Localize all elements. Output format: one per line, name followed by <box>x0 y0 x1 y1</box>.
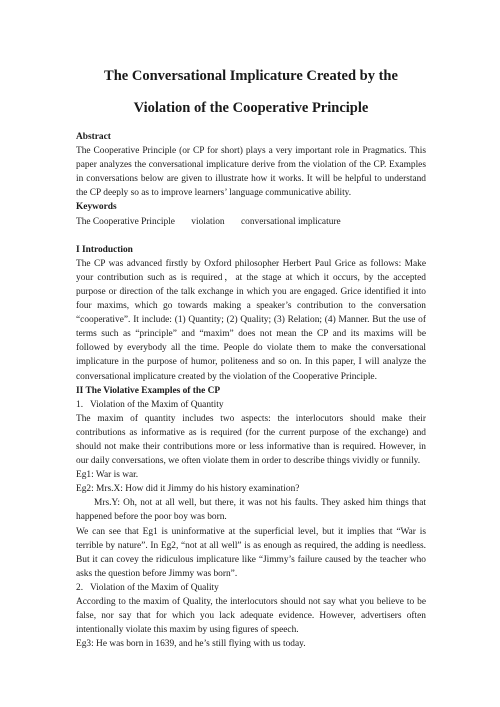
keyword-item: The Cooperative Principle <box>76 216 175 227</box>
intro-heading: I Introduction <box>76 244 133 255</box>
subsection-1-text: The maxim of quantity includes two aspects: the interlocutors should make their contributions as informative as is required (for the current purpose of the exchange) and should not make their contributions more or less informative than is required. However, in our daily conversations, we often violate them in order to describe things vividly or funnily. <box>76 413 426 467</box>
title-line-1: The Conversational Implicature Created by the <box>104 68 398 84</box>
example-2: Eg2: Mrs.X: How did it Jimmy do his history examination? <box>76 484 300 495</box>
abstract-text: The Cooperative Principle (or CP for short) plays a very important role in Pragmatics. This paper analyzes the conversational implicature derive from the violation of the CP. Examples in conversations below are given to illustrate how it works. It will be helpful to understand the CP deeply so as to improve learners’ language communicative ability. <box>76 146 426 199</box>
subsection-2-text: According to the maxim of Quality, the interlocutors should not say what you believe to be false, nor say that for which you lack adequate evidence. However, advertisers often intentionally violate this maxim by using figures of speech. <box>76 597 426 636</box>
subsection-1-analysis: We can see that Eg1 is uninformative at the superficial level, but it implies that “War is terrible by nature”. In Eg2, “not at all well” is as enough as required, the adding is needless. But it can covey the ridiculous implicature like “Jimmy’s failure caused by the teacher who asks the question before Jimmy was born”. <box>76 526 426 579</box>
paper-title <box>76 62 426 122</box>
keyword-item: conversational implicature <box>240 216 341 227</box>
title-line-2: Violation of the Cooperative Principle <box>133 100 369 116</box>
spacer <box>76 229 426 243</box>
intro-text: The CP was advanced firstly by Oxford philosopher Herbert Paul Grice as follows: Make your contribution such as is required，at the stage at which it occurs, by the accepted purpose or direction of the talk exchange in which you are engaged. Grice identified it into four maxims, which go towards making a speaker’s contribution to the conversation “cooperative”. It include: (1) Quantity; (2) Quality; (3) Relation; (4) Manner. But the use of terms such as “principle” and “maxim” does not mean the CP and its maxims will be followed by everybody all the time. People do violate them to make the conversational implicature in the purpose of humor, politeness and so on. In this paper, I will analyze the conversational implicature created by the violation of the Cooperative Principle. <box>76 258 426 382</box>
keyword-item: violation <box>191 216 225 227</box>
section2-heading: II The Violative Examples of the CP <box>76 385 221 396</box>
document-page <box>76 62 426 651</box>
keywords-heading: Keywords <box>76 202 117 213</box>
example-1: Eg1: War is war. <box>76 470 139 481</box>
subsection-1-title: Violation of the Maxim of Quantity <box>90 399 224 410</box>
abstract-heading: Abstract <box>76 132 111 142</box>
example-3: Eg3: He was born in 1639, and he’s still flying with us today. <box>76 639 306 650</box>
subsection-2-heading <box>76 581 426 595</box>
subsection-1-number: 1. <box>76 399 84 410</box>
subsection-1-heading <box>76 398 426 412</box>
example-2-reply: Mrs.Y: Oh, not at all well, but there, it was not his faults. They asked him things that happened before the poor boy was born. <box>76 498 426 523</box>
subsection-2-title: Violation of the Maxim of Quality <box>90 582 219 593</box>
keywords-list <box>76 215 426 229</box>
subsection-2-number: 2. <box>76 582 84 593</box>
